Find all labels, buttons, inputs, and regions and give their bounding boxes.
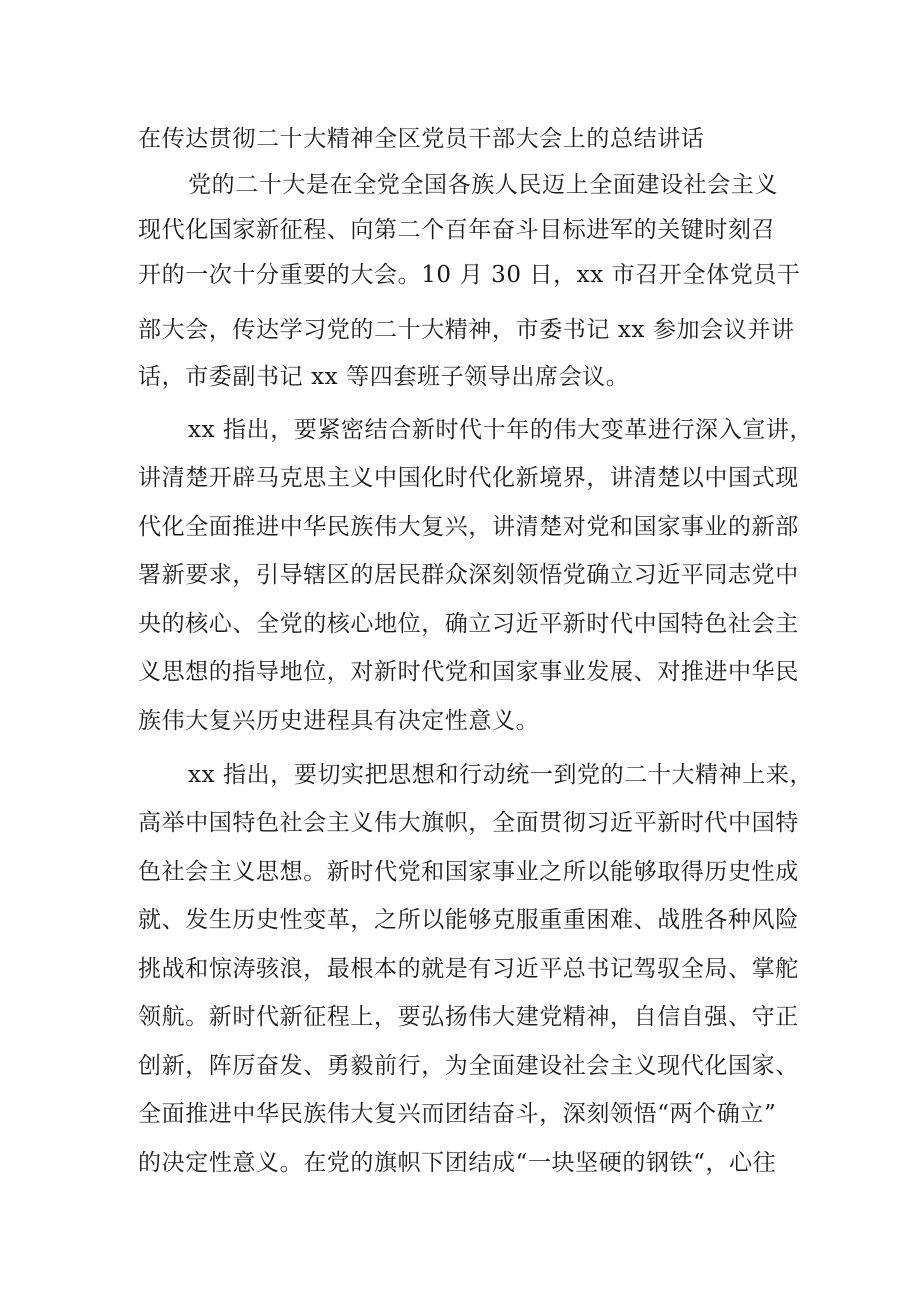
paragraph-2-line-4: 署新要求，引导辖区的居民群众深刻领悟党确立习近平同志党中: [138, 562, 799, 588]
paragraph-2-line-7: 族伟大复兴历史进程具有决定性意义。: [138, 708, 540, 734]
paragraph-1-line-5: 话，市委副书记 xx 等四套班子领导出席会议。: [138, 364, 630, 390]
paragraph-2-line-5: 央的核心、全党的核心地位，确立习近平新时代中国特色社会主: [138, 611, 799, 637]
paragraph-3-line-6: 领航。新时代新征程上，要弘扬伟大建党精神，自信自强、守正: [138, 1004, 799, 1030]
paragraph-2-line-3: 代化全面推进中华民族伟大复兴，讲清楚对党和国家事业的新部: [138, 514, 799, 540]
paragraph-3-line-3: 色社会主义思想。新时代党和国家事业之所以能够取得历史性成: [138, 859, 799, 885]
paragraph-3-line-5: 挑战和惊涛骇浪，最根本的就是有习近平总书记驾驭全局、掌舵: [138, 956, 799, 982]
paragraph-1-line-4: 部大会，传达学习党的二十大精神，市委书记 xx 参加会议并讲: [138, 317, 795, 343]
paragraph-1-line-2: 现代化国家新征程、向第二个百年奋斗目标进军的关键时刻召: [138, 217, 776, 243]
paragraph-3-line-4: 就、发生历史性变革，之所以能够克服重重困难、战胜各种风险: [138, 907, 799, 933]
paragraph-3-line-1: xx 指出，要切实把思想和行动统一到党的二十大精神上来，: [188, 762, 814, 788]
paragraph-1-line-1: 党的二十大是在全党全国各族人民迈上全面建设社会主义: [188, 172, 778, 198]
paragraph-1-line-3: 开的一次十分重要的大会。10 月 30 日，xx 市召开全体党员干: [138, 262, 801, 288]
paragraph-2-line-2: 讲清楚开辟马克思主义中国化时代化新境界，讲清楚以中国式现: [138, 465, 799, 491]
document-title: 在传达贯彻二十大精神全区党员干部大会上的总结讲话: [138, 126, 705, 152]
paragraph-2-line-1: xx 指出，要紧密结合新时代十年的伟大变革进行深入宣讲，: [188, 417, 814, 443]
paragraph-2-line-6: 义思想的指导地位，对新时代党和国家事业发展、对推进中华民: [138, 659, 799, 685]
paragraph-3-line-9: 的决定性意义。在党的旗帜下团结成“一块坚硬的钢铁“，心往: [138, 1150, 777, 1176]
paragraph-3-line-8: 全面推进中华民族伟大复兴而团结奋斗，深刻领悟“两个确立”: [138, 1101, 777, 1127]
paragraph-3-line-7: 创新，阵厉奋发、勇毅前行，为全面建设社会主义现代化国家、: [138, 1053, 799, 1079]
paragraph-3-line-2: 高举中国特色社会主义伟大旗帜，全面贯彻习近平新时代中国特: [138, 810, 799, 836]
